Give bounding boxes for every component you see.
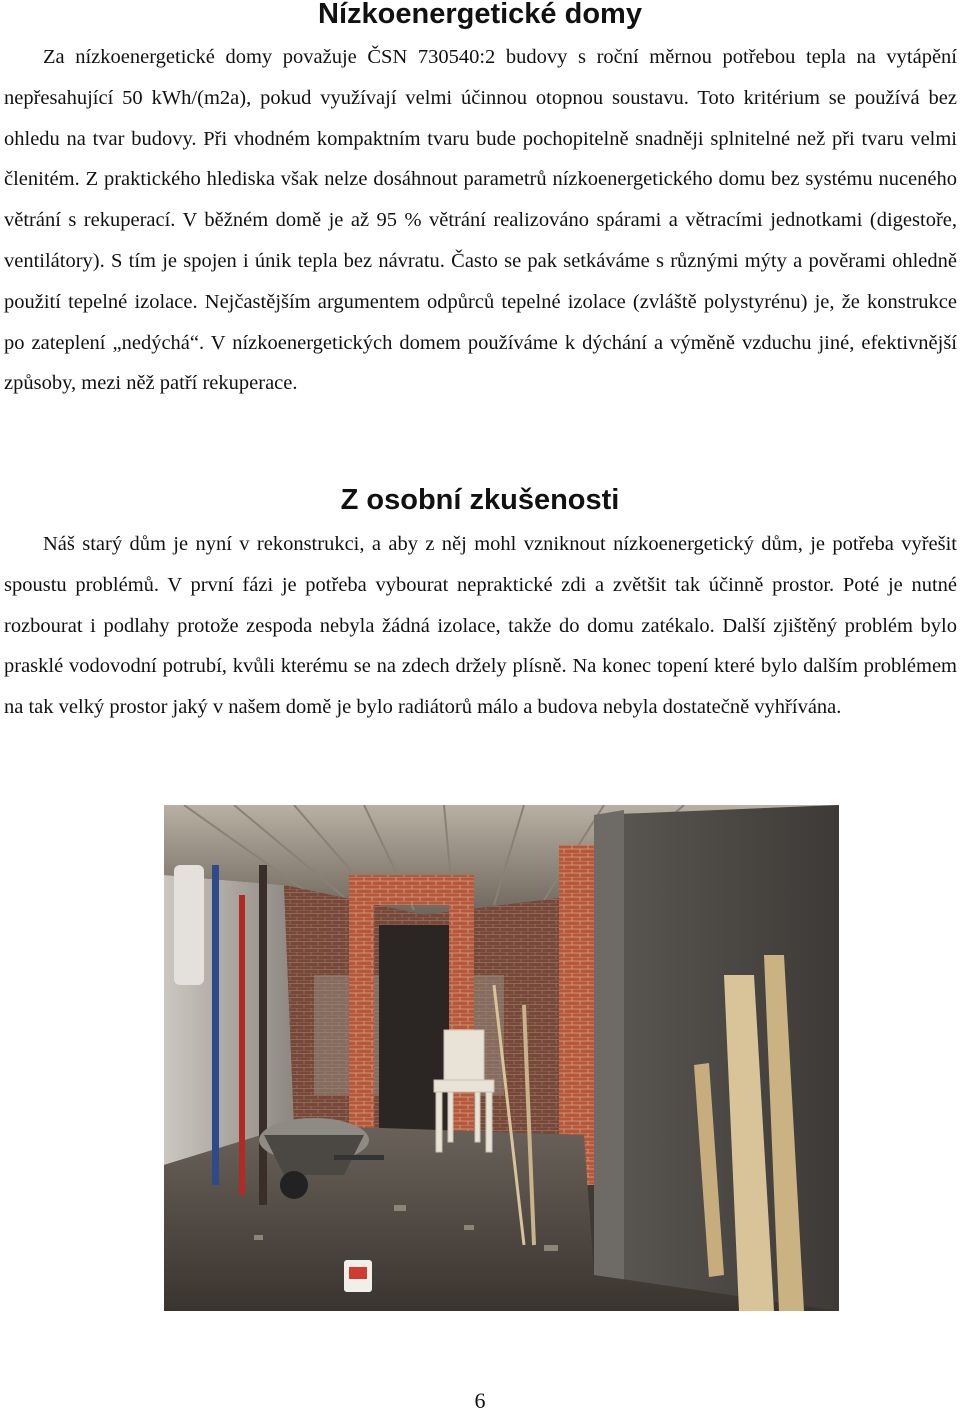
section-paragraph-personal-experience: Náš starý dům je nyní v rekonstrukci, a aby z něj mohl vzniknout nízkoenergetický dům, je potřeba vyřešit spoustu problémů. V první fázi je potřeba vybourat nepraktické zdi a zvětšit tak účinně prostor. Poté je nutné rozbourat i podlahy protože zespoda nebyla žádná izolace, takže do domu zatékalo. Další zjištěný problém bylo prasklé vodovodní potrubí, kvůli kterému se na zdech držely plísně. Na konec topení které bylo dalším problémem na tak velký prostor jaký v našem domě je bylo radiátorů málo a budova nebyla dostatečně vyhřívána. <box>4 533 957 719</box>
section-heading-low-energy-houses: Nízkoenergetické domy <box>318 0 642 30</box>
section-paragraph-low-energy-houses: Za nízkoenergetické domy považuje ČSN 730540:2 budovy s roční měrnou potřebou tepla na vytápění nepřesahující 50 kWh/(m2a), pokud využívají velmi účinnou otopnou soustavu. Toto kritérium se používá bez ohledu na tvar budovy. Při vhodném kompaktním tvaru bude pochopitelně snadněji splnitelné než při tvaru velmi členitém. Z praktického hlediska však nelze dosáhnout parametrů nízkoenergetického domu bez systému nuceného větrání s rekuperací. V běžném domě je až 95 % větrání realizováno spárami a větracími jednotkami (digestoře, ventilátory). S tím je spojen i únik tepla bez návratu. Často se pak setkáváme s různými mýty a pověrami ohledně použití tepelné izolace. Nejčastějším argumentem odpůrců tepelné izolace (zvláště polystyrénu) je, že konstrukce po zateplení „nedýchá“. V nízkoenergetických domem používáme k dýchání a výměně vzduchu jiné, efektivnější způsoby, mezi něž patří rekuperace. <box>4 46 957 395</box>
renovation-site-photo <box>164 805 839 1311</box>
page-number: 6 <box>474 1388 486 1413</box>
section-heading-personal-experience: Z osobní zkušenosti <box>340 484 620 516</box>
